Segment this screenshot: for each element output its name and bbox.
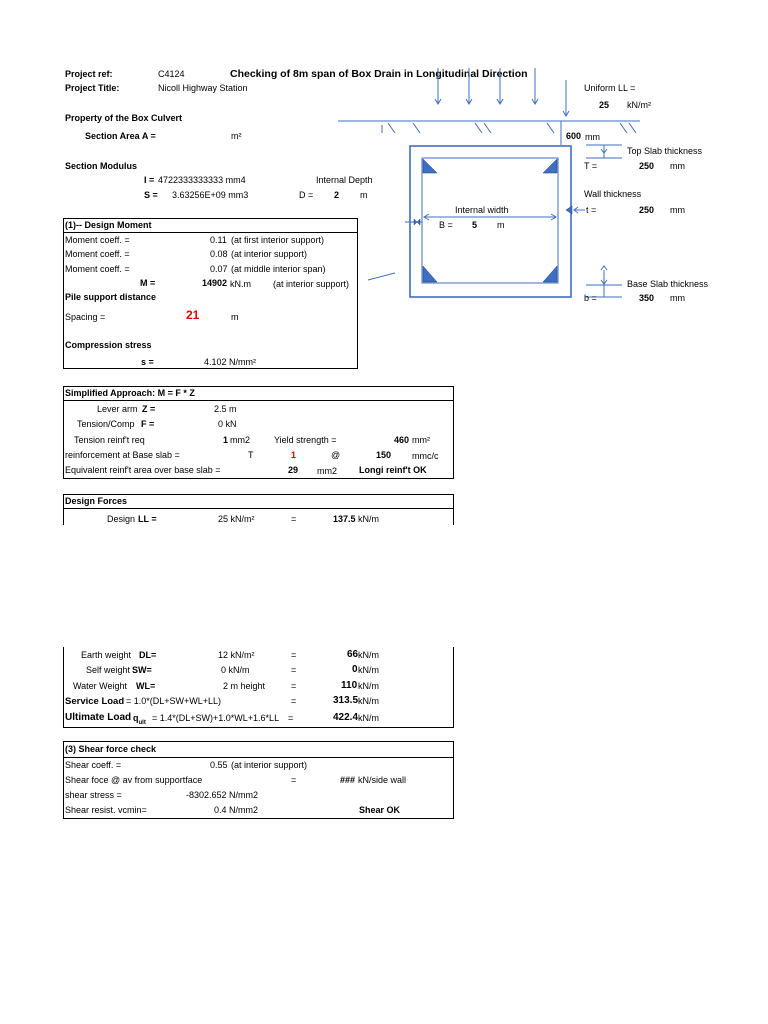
lever-arm-symbol: Z = [142, 404, 156, 414]
depth-unit: m [360, 190, 368, 200]
page-title: Checking of 8m span of Box Drain in Longitudinal Direction [230, 68, 528, 80]
yield-strength-label: Yield strength = [274, 435, 337, 445]
shear-status: Shear OK [359, 805, 401, 815]
top-slab-value: 250 [639, 161, 655, 171]
divider [63, 400, 454, 401]
shear-stress-label: shear stress = [65, 790, 122, 800]
moment-coeff-label: Moment coeff. = [65, 249, 130, 259]
yield-strength-unit: mm² [412, 435, 430, 445]
design-ll-input: 25 kN/m² [218, 514, 255, 524]
shear-force-equals: = [291, 775, 297, 785]
shear-force-value: ### [340, 775, 356, 785]
top-slab-label: Top Slab thickness [627, 146, 703, 156]
wall-thickness-unit: mm [670, 205, 685, 215]
shear-resist-value: 0.4 N/mm2 [214, 805, 259, 815]
section-modulus-heading: Section Modulus [65, 161, 137, 171]
simplified-heading: Simplified Approach: M = F * Z [65, 388, 195, 398]
section-area-label: Section Area A = [85, 131, 156, 141]
inertia-label: I = [144, 175, 155, 185]
top-slab-symbol: T = [584, 161, 598, 171]
base-reinf-type: T [248, 450, 254, 460]
earth-weight-label: Earth weight [81, 650, 132, 660]
wall-thickness-label: Wall thickness [584, 189, 642, 199]
shear-coeff-value: 0.55 [210, 760, 228, 770]
earth-weight-equals: = [291, 650, 297, 660]
base-reinf-diameter: 1 [291, 450, 297, 460]
earth-weight-value: 66 [347, 649, 359, 660]
service-load-formula: = 1.0*(DL+SW+WL+LL) [126, 696, 222, 706]
self-weight-symbol: SW= [132, 665, 152, 675]
design-ll-equals: = [291, 514, 297, 524]
compression-heading: Compression stress [65, 340, 152, 350]
base-slab-unit: mm [670, 293, 685, 303]
base-reinf-at: @ [331, 450, 341, 460]
reinf-req-label: Tension reinf't req [74, 435, 145, 445]
service-load-equals: = [291, 696, 297, 706]
shear-coeff-label: Shear coeff. = [65, 760, 122, 770]
haunch-top-right [543, 159, 557, 173]
moment-unit: kN.m [230, 279, 251, 289]
ultimate-load-equals: = [288, 713, 294, 723]
earth-weight-input: 12 kN/m² [218, 650, 255, 660]
cover-unit: mm [585, 132, 600, 142]
self-weight-equals: = [291, 665, 297, 675]
haunch-bottom-right [543, 266, 557, 282]
haunch-top-left [423, 159, 437, 173]
base-slab-label: Base Slab thickness [627, 279, 709, 289]
water-weight-value: 110 [341, 680, 358, 691]
lever-arm-value: 2.5 m [214, 404, 237, 414]
design-ll-label: Design [107, 514, 136, 524]
divider [63, 757, 454, 758]
modulus-value: 3.63256E+09 mm3 [172, 190, 249, 200]
design-moment-heading: (1)-- Design Moment [65, 220, 152, 230]
base-slab-symbol: b = [584, 293, 597, 303]
project-title-label: Project Title: [65, 83, 120, 93]
compression-symbol: s = [141, 357, 154, 367]
service-load-unit: kN/m [358, 696, 379, 706]
equiv-area-label: Equivalent reinf't area over base slab = [65, 465, 221, 475]
tension-comp-value: 0 kN [218, 419, 237, 429]
ultimate-load-label: Ultimate Load [65, 712, 132, 723]
internal-width-symbol: B = [439, 220, 453, 230]
design-ll-unit: kN/m [358, 514, 379, 524]
longi-reinf-status: Longi reinf't OK [359, 465, 427, 475]
yield-strength-value: 460 [394, 435, 410, 445]
earth-weight-symbol: DL= [139, 650, 157, 660]
water-weight-equals: = [291, 681, 297, 691]
spacing-value: 21 [186, 308, 200, 322]
cover-value: 600 [566, 131, 582, 141]
shear-force-label: Shear foce @ av from supportface [65, 775, 203, 785]
uniform-ll-label: Uniform LL = [584, 83, 636, 93]
shear-resist-label: Shear resist. vcmin= [65, 805, 147, 815]
shear-heading: (3) Shear force check [65, 744, 157, 754]
moment-value: 14902 [202, 278, 228, 288]
base-reinf-label: reinforcement at Base slab = [65, 450, 180, 460]
water-weight-input: 2 m height [223, 681, 266, 691]
base-reinf-spacing: 150 [376, 450, 392, 460]
reinf-req-value: 1 [223, 435, 229, 445]
depth-value: 2 [334, 190, 340, 200]
pile-support-heading: Pile support distance [65, 292, 157, 302]
uniform-ll-unit: kN/m² [627, 100, 651, 110]
water-weight-symbol: WL= [136, 681, 156, 691]
moment-coeff-note: (at first interior support) [231, 235, 325, 245]
spacing-unit: m [231, 312, 239, 322]
ultimate-load-symbol [133, 714, 146, 726]
water-weight-unit: kN/m [358, 681, 379, 691]
internal-width-unit: m [497, 220, 505, 230]
earth-weight-unit: kN/m [358, 650, 379, 660]
inertia-value: 4722333333333 mm4 [158, 175, 246, 185]
haunch-bottom-left [423, 266, 437, 282]
uniform-ll-value: 25 [599, 100, 610, 110]
wall-dim-marker [414, 219, 420, 225]
internal-width-value: 5 [472, 220, 478, 230]
water-weight-label: Water Weight [73, 681, 128, 691]
project-ref-value: C4124 [158, 69, 185, 79]
wall-thickness-value: 250 [639, 205, 655, 215]
ultimate-load-formula: = 1.4*(DL+SW)+1.0*WL+1.6*LL [152, 713, 280, 723]
design-forces-heading: Design Forces [65, 496, 128, 506]
service-load-label: Service Load [65, 696, 125, 707]
depth-symbol: D = [299, 190, 314, 200]
self-weight-unit: kN/m [358, 665, 379, 675]
wall-thickness-symbol: t = [586, 205, 597, 215]
moment-coeff-value: 0.07 [210, 264, 228, 274]
modulus-label: S = [144, 190, 158, 200]
moment-coeff-note: (at interior support) [231, 249, 308, 259]
lever-arm-label: Lever arm [97, 404, 138, 414]
top-slab-unit: mm [670, 161, 685, 171]
ultimate-load-value: 422.4 [333, 712, 359, 723]
spacing-label: Spacing = [65, 312, 106, 322]
ultimate-load-subscript: ult [138, 719, 146, 726]
moment-coeff-value: 0.11 [210, 235, 227, 245]
tension-comp-label: Tension/Comp [77, 419, 135, 429]
equiv-area-value: 29 [288, 465, 299, 475]
equiv-area-unit: mm2 [317, 466, 337, 476]
self-weight-label: Self weight [86, 665, 131, 675]
moment-coeff-label: Moment coeff. = [65, 235, 130, 245]
service-load-value: 313.5 [333, 695, 359, 706]
project-ref-label: Project ref: [65, 69, 113, 79]
tension-comp-symbol: F = [141, 419, 155, 429]
divider [63, 232, 358, 233]
self-weight-input: 0 kN/m [221, 665, 250, 675]
base-reinf-unit: mmc/c [412, 451, 439, 461]
moment-coeff-note: (at middle interior span) [231, 264, 326, 274]
moment-note: (at interior support) [273, 279, 350, 289]
design-ll-symbol: LL = [138, 514, 157, 524]
moment-coeff-value: 0.08 [210, 249, 228, 259]
divider [63, 508, 454, 509]
internal-width-label: Internal width [455, 205, 509, 215]
design-ll-value: 137.5 [333, 514, 356, 524]
project-title-value: Nicoll Highway Station [158, 83, 248, 93]
moment-coeff-label: Moment coeff. = [65, 264, 130, 274]
shear-force-unit: kN/side wall [358, 775, 407, 785]
shear-stress-value: -8302.652 N/mm2 [186, 790, 259, 800]
property-heading: Property of the Box Culvert [65, 113, 183, 123]
base-slab-value: 350 [639, 293, 655, 303]
shear-coeff-note: (at interior support) [231, 760, 308, 770]
self-weight-value: 0 [352, 664, 358, 675]
moment-symbol: M = [140, 278, 156, 288]
section-area-unit: m² [231, 131, 242, 141]
ultimate-load-unit: kN/m [358, 713, 379, 723]
compression-value: 4.102 N/mm² [204, 357, 257, 367]
reinf-req-unit: mm2 [230, 435, 250, 445]
ultimate-load-symbol-q: q [133, 713, 139, 723]
internal-depth-label: Internal Depth [316, 175, 373, 185]
wall-dim-arrowhead [566, 206, 572, 214]
